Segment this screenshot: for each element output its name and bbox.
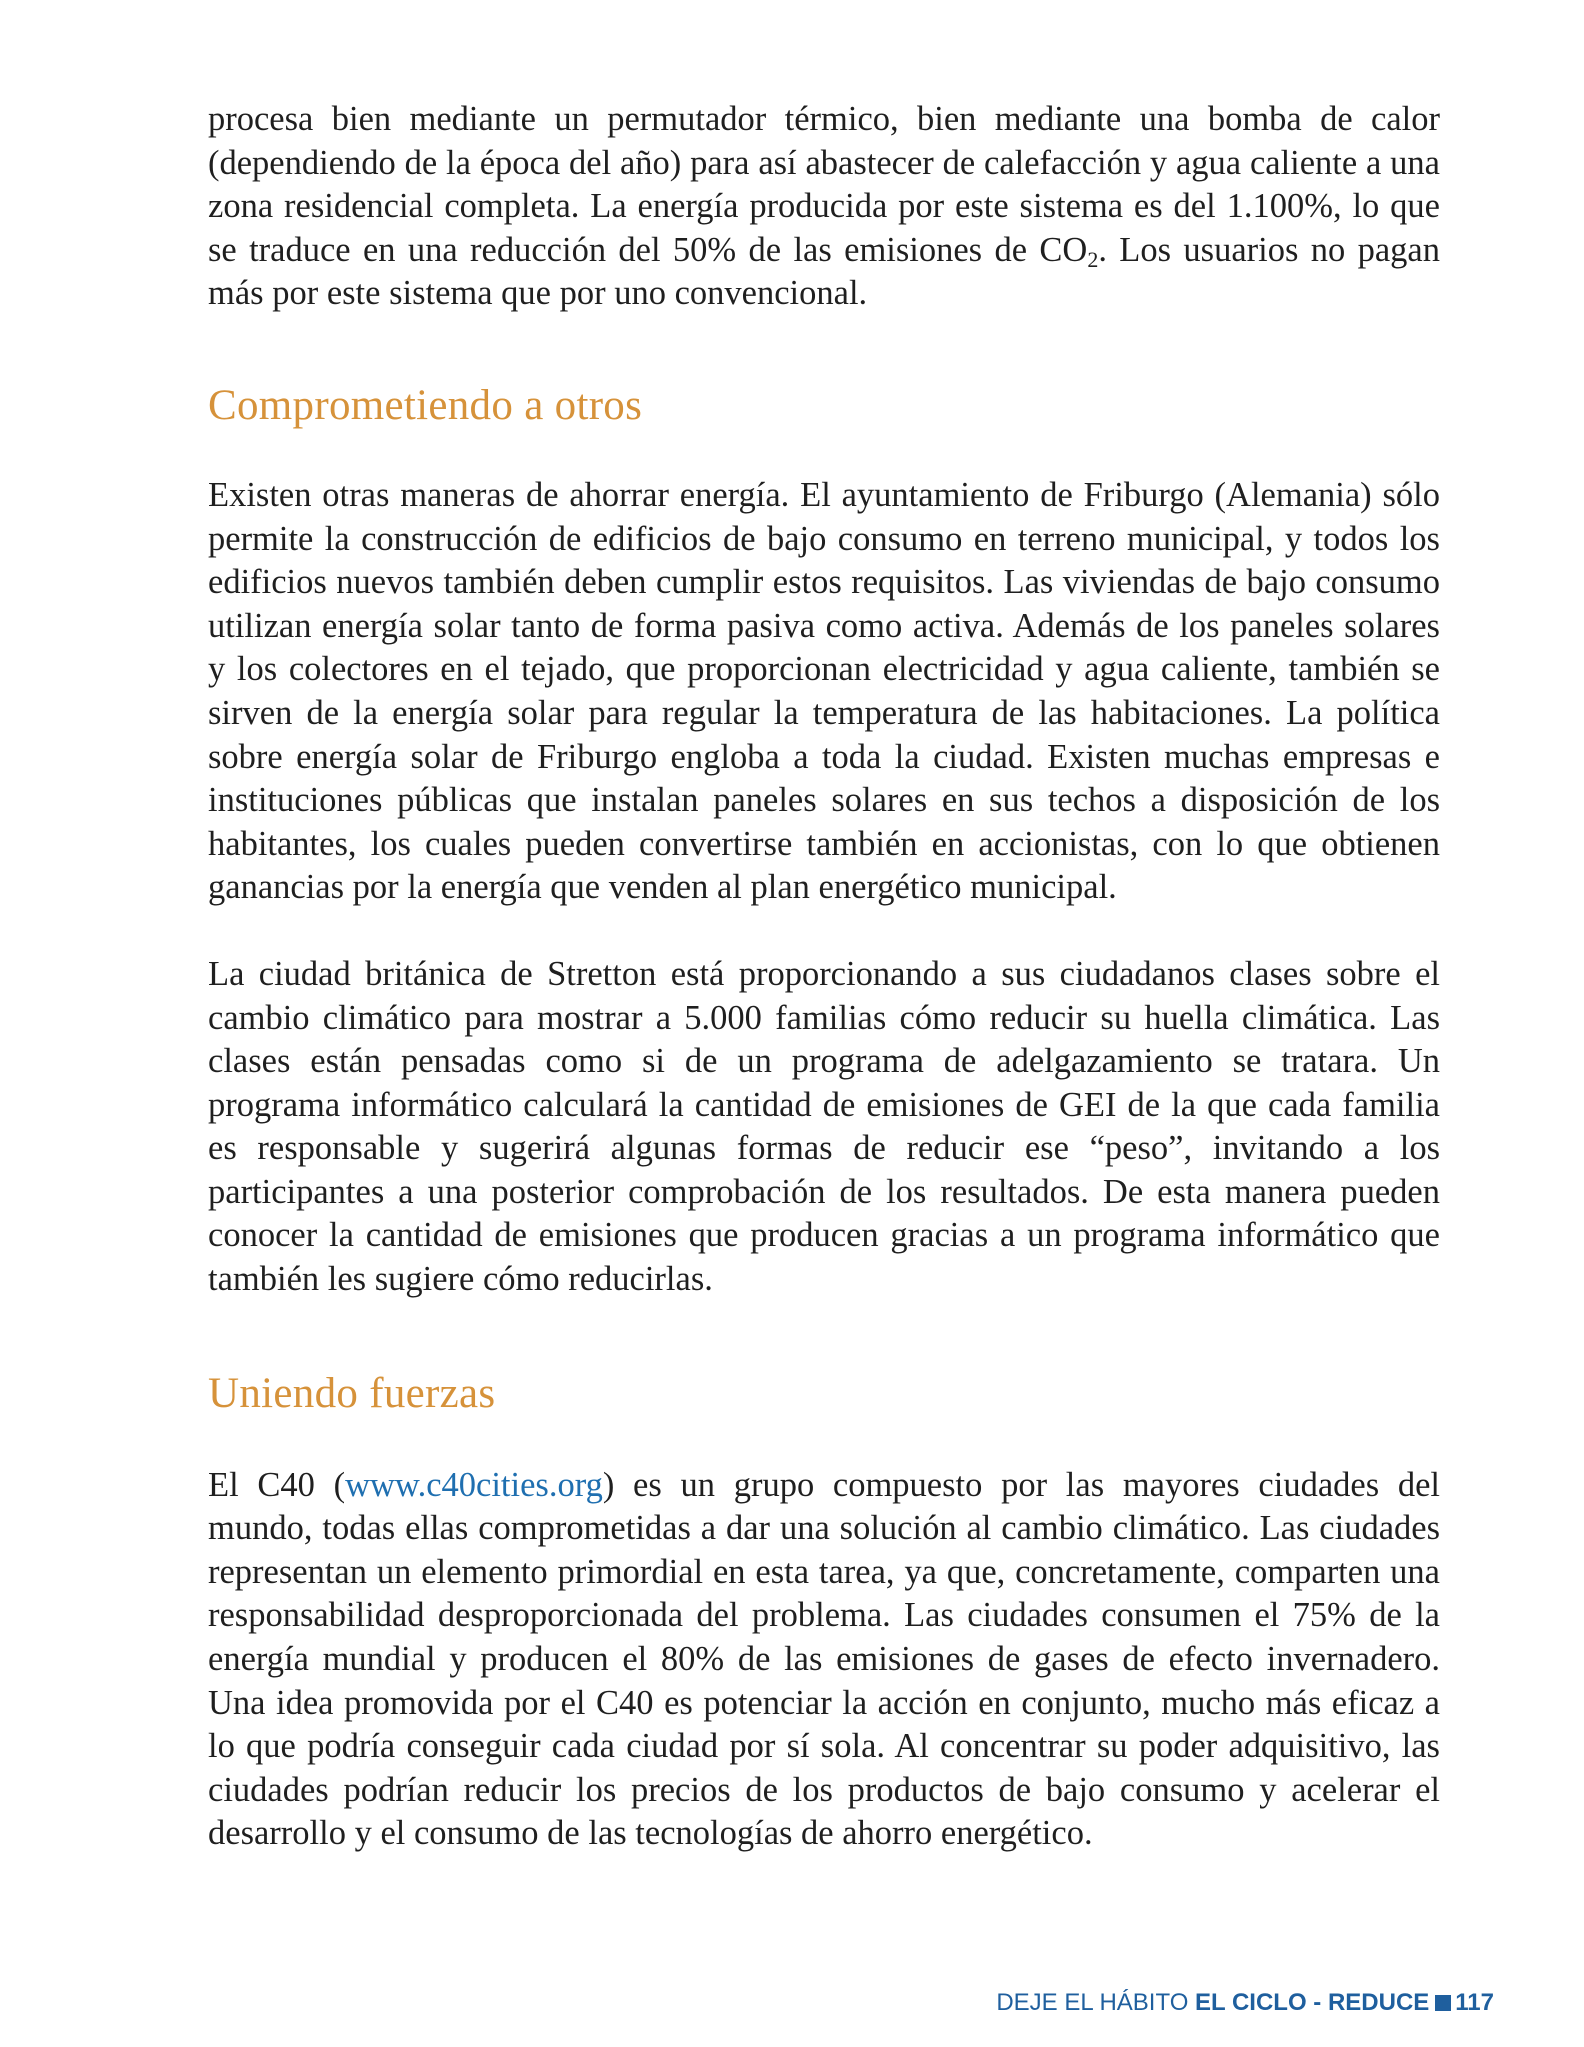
paragraph-stretton: La ciudad británica de Stretton está proporcionando a sus ciudadanos clases sobre el cambio climático para mostrar a 5.000 familias cómo reducir su huella climática. Las clases están pensadas como si de un programa de adelgazamiento se tratara. Un programa informático calculará la cantidad de emisiones de GEI de la que cada familia es responsable y sugerirá algunas formas de reducir ese “peso”, invitando a los participantes a una posterior comprobación de los resultados. De esta manera pueden conocer la cantidad de emisiones que producen gracias a un programa informático que también les sugiere cómo reducirlas. (208, 954, 1440, 1299)
page-number: 117 (1455, 1989, 1494, 2016)
c40-link[interactable]: www.c40cities.org (345, 1465, 603, 1504)
intro-paragraph (208, 98, 1440, 316)
section-heading-comprometiendo: Comprometiendo a otros (208, 381, 643, 429)
co2-subscript: 2 (1087, 246, 1099, 272)
paragraph-c40 (208, 1464, 1440, 1856)
intro-text-b: . Los usuarios no pagan más por este sistema que por uno convencional. (208, 230, 1440, 313)
intro-text-a: procesa bien mediante un permutador térmico, bien mediante una bomba de calor (dependiendo de la época del año) para así abastecer de calefacción y agua caliente a una zona residencial completa. La energía producida por este sistema es del 1.100%, lo que se traduce en una reducción del 50% de las emisiones de CO (208, 100, 1440, 269)
section-heading-uniendo: Uniendo fuerzas (208, 1369, 496, 1417)
paragraph-friburgo: Existen otras maneras de ahorrar energía. El ayuntamiento de Friburgo (Alemania) sólo permite la construcción de edificios de bajo consumo en terreno municipal, y todos los edificios nuevos también deben cumplir estos requisitos. Las viviendas de bajo consumo utilizan energía solar tanto de forma pasiva como activa. Además de los paneles solares y los colectores en el tejado, que proporcionan electricidad y agua caliente, también se sirven de la energía solar para regular la temperatura de las habitaciones. La política sobre energía solar de Friburgo engloba a toda la ciudad. Existen muchas empresas e instituciones públicas que instalan paneles solares en sus techos a disposición de los habitantes, los cuales pueden convertirse también en accionistas, con lo que obtienen ganancias por la energía que venden al plan energético municipal. (208, 475, 1440, 907)
c40-text-start: El C40 ( (208, 1465, 346, 1504)
footer-book-title: DEJE EL HÁBITO (996, 1989, 1189, 2016)
square-bullet-icon (1435, 1995, 1451, 2011)
c40-text-end: ) es un grupo compuesto por las mayores ciudades del mundo, todas ellas comprometidas a dar una solución al cambio climático. Las ciudades representan un elemento primordial en esta tarea, ya que, concretamente, comparten una responsabilidad desproporcionada del problema. Las ciudades consumen el 75% de la energía mundial y producen el 80% de las emisiones de gases de efecto invernadero. Una idea promovida por el C40 es potenciar la acción en conjunto, mucho más eficaz a lo que podría conseguir cada ciudad por sí sola. Al concentrar su poder adquisitivo, las ciudades podrían reducir los precios de los productos de bajo consumo y acelerar el desarrollo y el consumo de las tecnologías de ahorro energético. (208, 1465, 1440, 1853)
page-footer (996, 1988, 1494, 2018)
article-body (208, 98, 1440, 1856)
footer-chapter: EL CICLO - REDUCE (1195, 1989, 1430, 2016)
